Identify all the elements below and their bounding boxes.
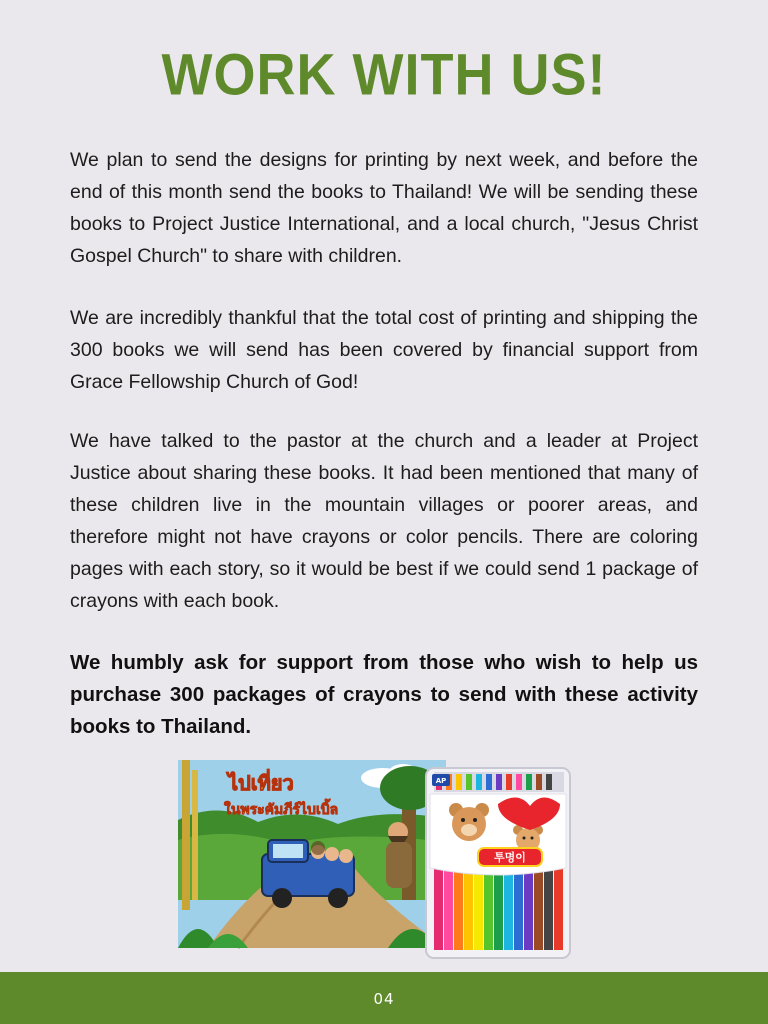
crayon-package [426,768,570,958]
crayon-tips [434,772,564,792]
page-number: 04 [373,990,395,1008]
paragraph-need: We have talked to the pastor at the church and a leader at Project Justice about sharing these books. It had been mentioned that many of these children live in the mountain villages or poorer areas, and therefore might not have crayons or color pencils. There are coloring pages with each story, so it would be best if we could send 1 package of crayons with each book. [70,430,698,612]
page-title: WORK WITH US! [161,42,607,108]
book-title-line2: ในพระคัมภีร์ไบเบิ้ล [224,802,339,818]
crayon-brand-label: AP [435,777,447,785]
paragraph-plan: We plan to send the designs for printing by next week, and before the end of this month send the books to Thailand! We will be sending these books to Project Justice International, and a local church, "Jesus Christ Gospel Church" to share with children. [70,149,698,267]
book-and-crayons-illustration [178,760,576,960]
book-title-line1: ไปเที่ยว [228,771,294,795]
book-cover-image [178,760,446,948]
paragraph-thanks: We are incredibly thankful that the total cost of printing and shipping the 300 books we will send has been covered by financial support from Grace Fellowship Church of God! [70,307,698,393]
appeal-text: We humbly ask for support from those who wish to help us purchase 300 packages of crayons to send with these activity books to Thailand. [70,651,698,738]
footer-bar [0,972,768,1024]
crayon-product-name: 투명이 [494,851,526,864]
